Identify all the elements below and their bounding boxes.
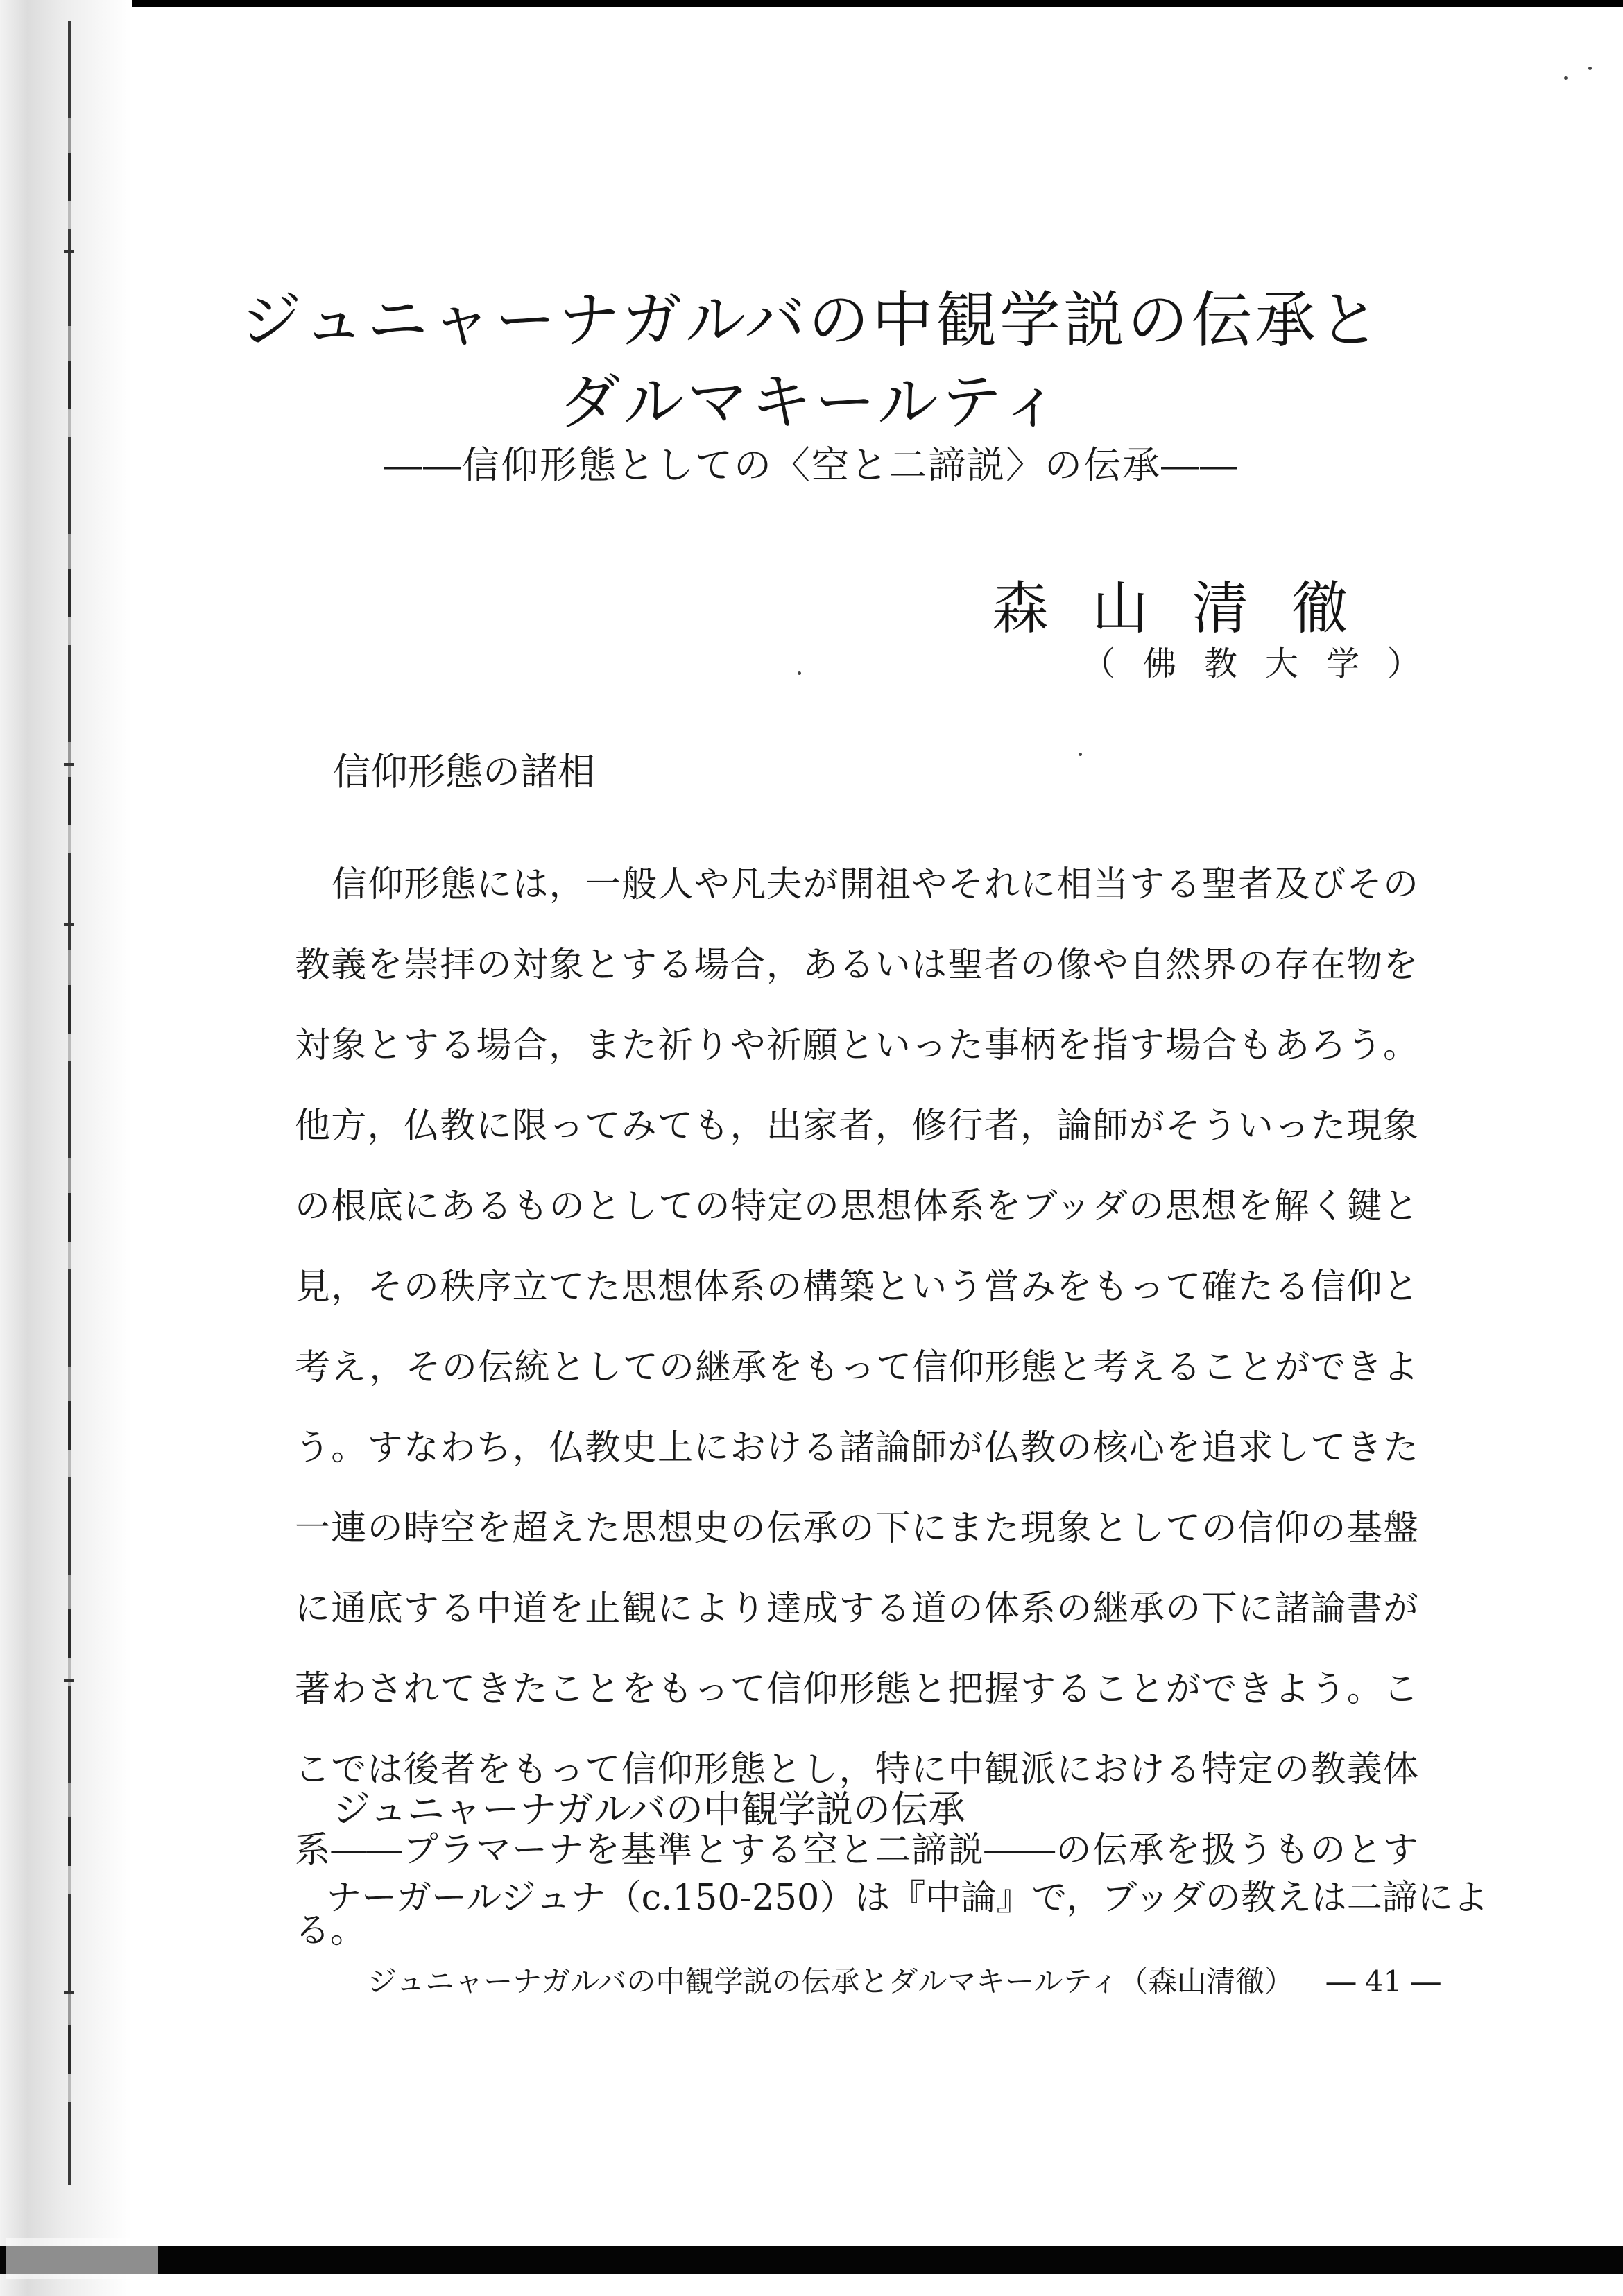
- paper-title-line-1: ジュニャーナガルバの中観学説の伝承と: [240, 284, 1383, 356]
- scan-speck: [798, 671, 801, 675]
- scan-speck: [1588, 67, 1592, 70]
- scan-speck: [1079, 753, 1082, 756]
- binding-mark: [64, 1991, 74, 1994]
- running-footer: [368, 1959, 1450, 2001]
- page-number: ― 41 ―: [1326, 1964, 1441, 1998]
- binding-mark: [64, 923, 74, 926]
- section-heading: 信仰形態の諸相: [333, 750, 595, 794]
- paper-subtitle: ――信仰形態としての〈空と二諦説〉の伝承――: [384, 443, 1239, 487]
- section-body: 信仰形態には，一般人や凡夫が開祖やそれに相当する聖者及びその教義を崇拝の対象とする場合，あるいは聖者の像や自然界の存在物を対象とする場合，また祈りや祈願といった事柄を指す場合もあろう。他方，仏教に限ってみても，出家者，修行者，論師がそういった現象の根底にあるものとしての特定の思想体系をブッダの思想を解く鍵と見，その秩序立てた思想体系の構築という営みをもって確たる信仰と考え，その伝統としての継承をもって信仰形態と考えることができよう。すなわち，仏教史上における諸論師が仏教の核心を追求してきた一連の時空を超えた思想史の伝承の下にまた現象としての信仰の基盤に通底する中道を止観により達成する道の体系の継承の下に諸論書が著わされてきたことをもって信仰形態と把握することができよう。ここでは後者をもって信仰形態とし，特に中観派における特定の教義体系――プラマーナを基準とする空と二諦説――の伝承を扱うものとする。: [295, 864, 1418, 1951]
- binding-mark: [64, 250, 74, 253]
- scan-bottom-label: [6, 2238, 158, 2279]
- author-name: 森山清徹: [992, 576, 1392, 642]
- section-heading: ジュニャーナガルバの中観学説の伝承: [333, 1788, 966, 1831]
- binding-mark: [64, 763, 74, 766]
- section-body: ナーガールジュナ（c.150-250）は『中論』で，ブッダの教えは二諦によ: [326, 1878, 1488, 1919]
- running-title: ジュニャーナガルバの中観学説の伝承とダルマキールティ（森山清徹）: [368, 1964, 1294, 1998]
- scan-speck: [1564, 76, 1568, 80]
- scan-bottom-band: [0, 2246, 1623, 2274]
- binding-mark: [64, 1679, 74, 1682]
- scan-top-border: [0, 0, 1623, 7]
- author-affiliation: （佛教大学）: [1082, 644, 1449, 683]
- paper-title-line-2: ダルマキールティ: [559, 366, 1064, 438]
